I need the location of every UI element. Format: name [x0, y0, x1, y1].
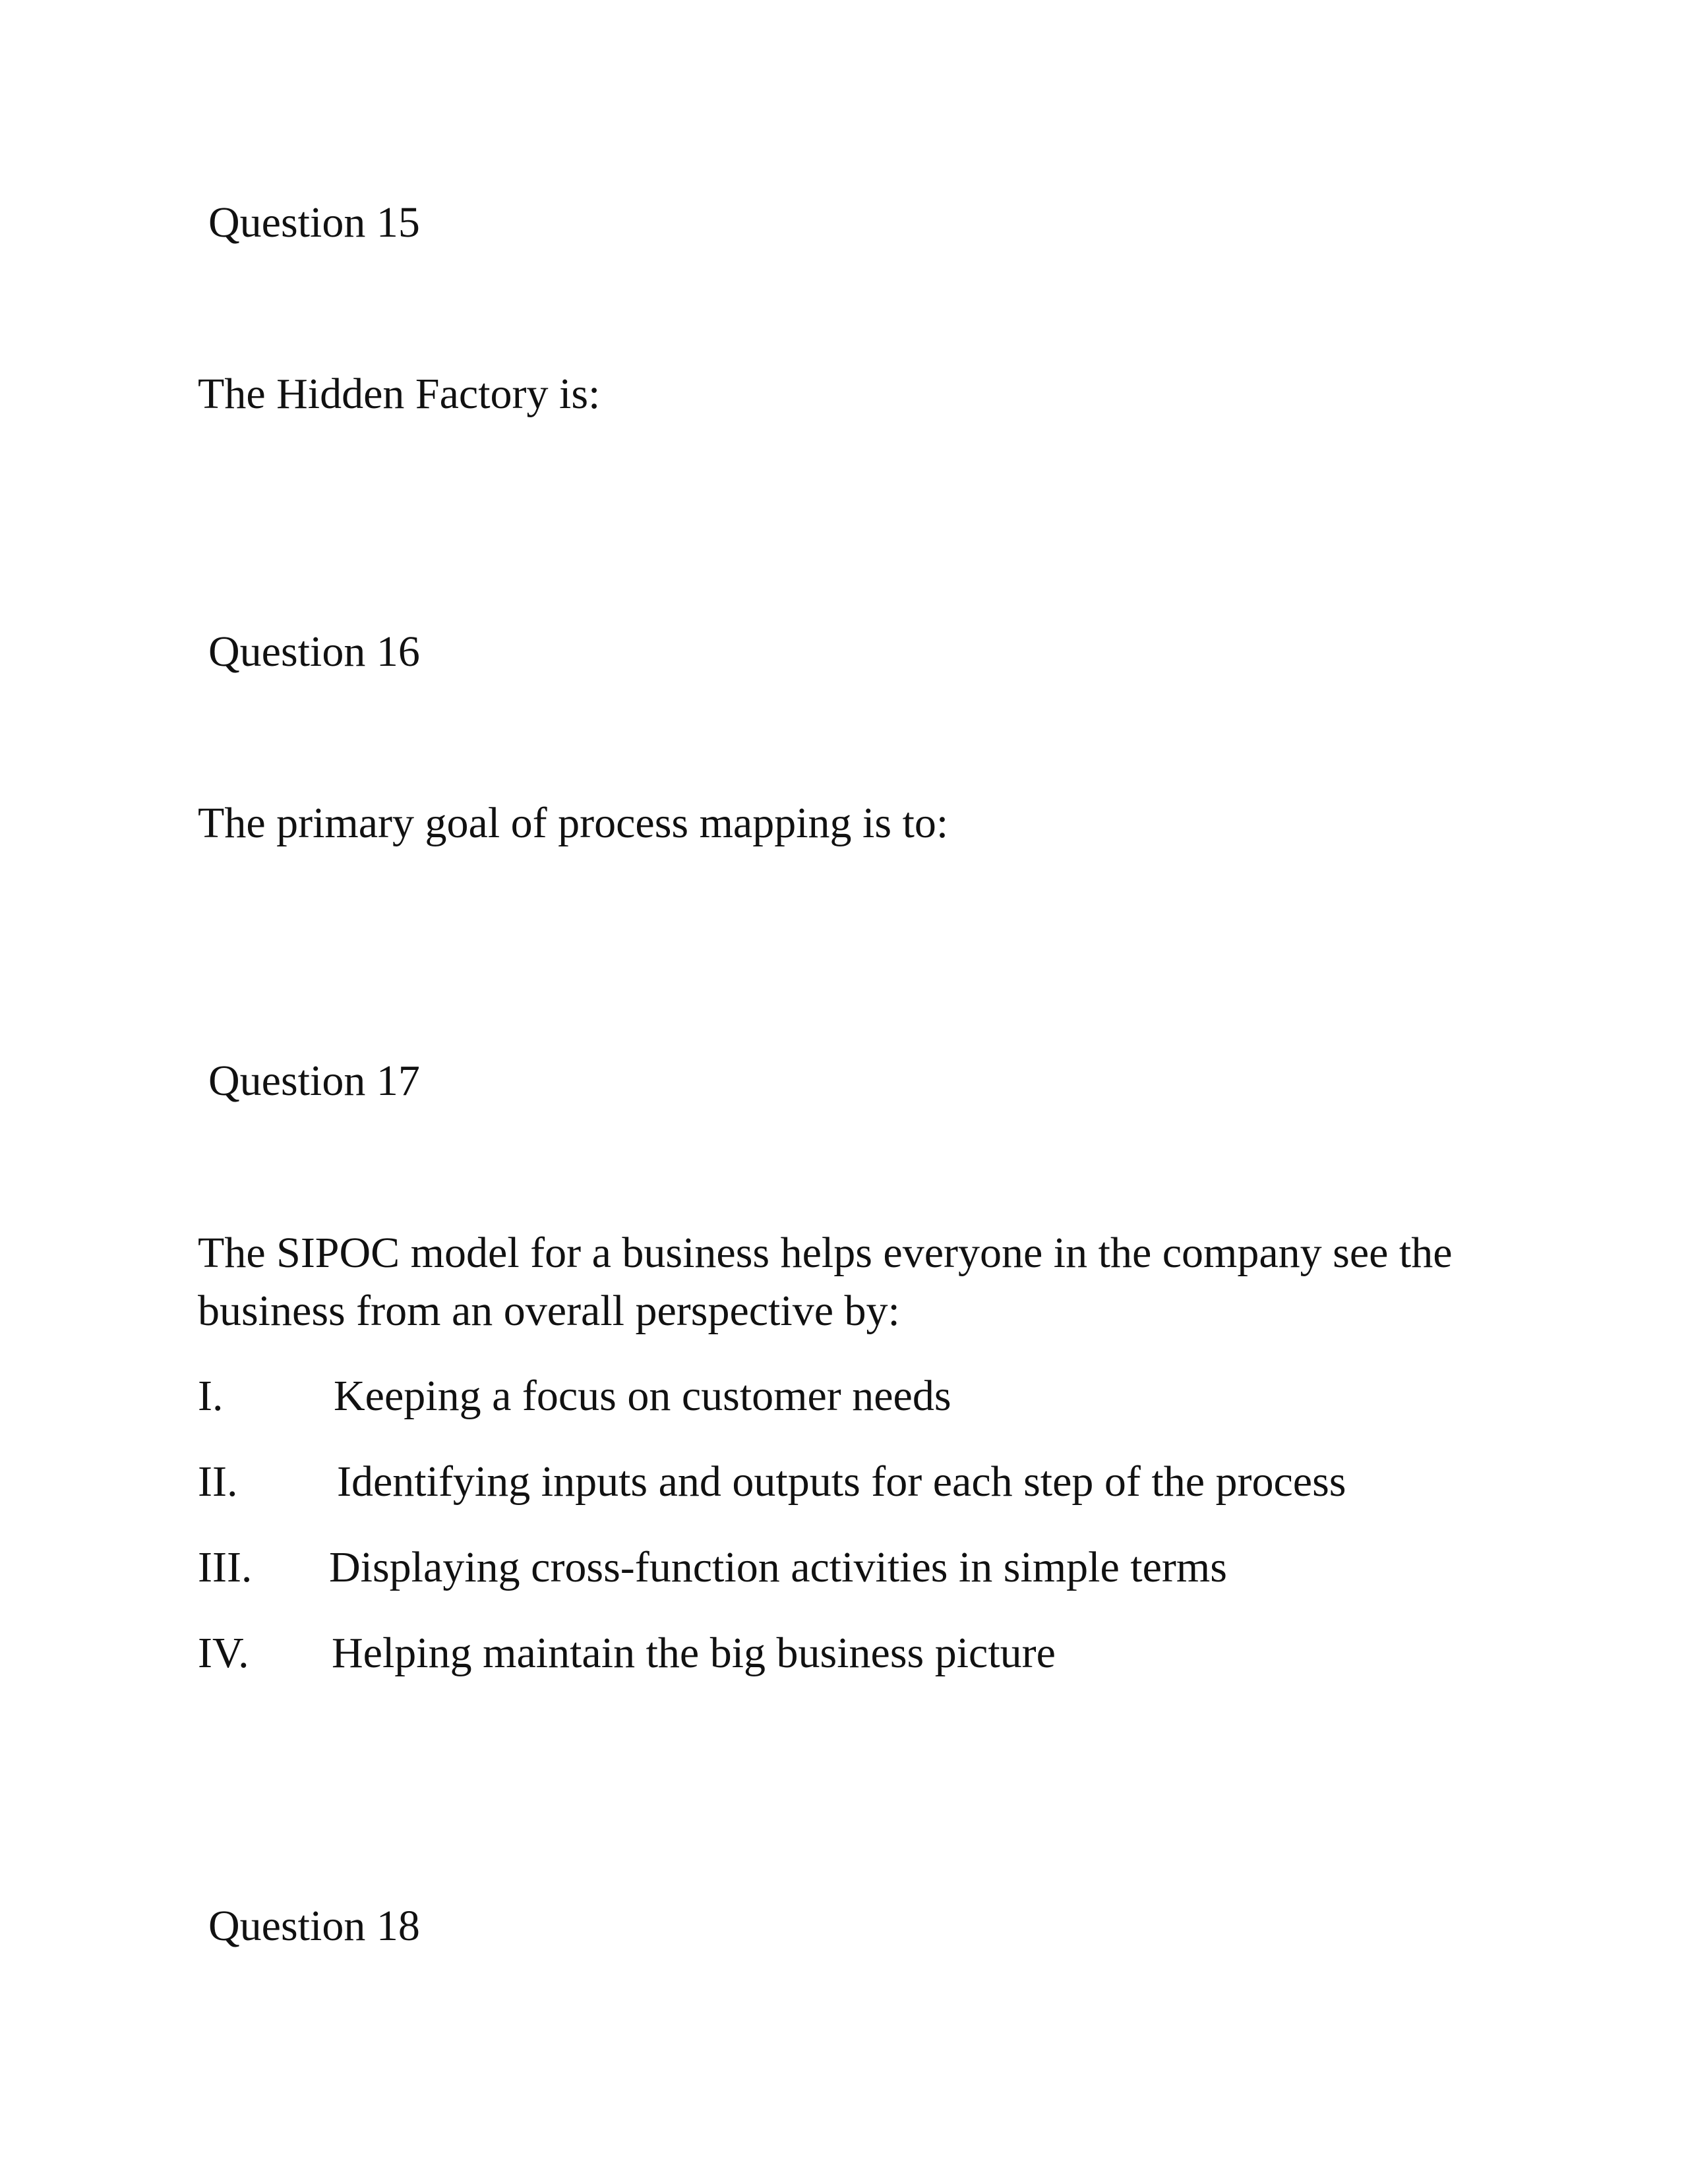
option-4-number: IV. — [198, 1629, 249, 1677]
question-16-text: The primary goal of process mapping is to: — [198, 799, 949, 847]
option-1-text: Keeping a focus on customer needs — [334, 1372, 951, 1420]
option-3-text: Displaying cross-function activities in simple terms — [329, 1543, 1227, 1591]
question-15-text: The Hidden Factory is: — [198, 370, 601, 418]
question-15-heading: Question 15 — [208, 198, 420, 247]
option-2-number: II. — [198, 1458, 238, 1506]
option-3-number: III. — [198, 1543, 253, 1591]
option-2-text: Identifying inputs and outputs for each step of the process — [337, 1458, 1346, 1506]
question-17-text: The SIPOC model for a business helps everyone in the company see the business from an overall perspective by: — [198, 1229, 1453, 1335]
question-16-heading: Question 16 — [208, 628, 420, 676]
option-1-number: I. — [198, 1372, 224, 1420]
option-4-text: Helping maintain the big business picture — [332, 1629, 1056, 1677]
question-18-heading: Question 18 — [208, 1902, 420, 1950]
question-17-heading: Question 17 — [208, 1057, 420, 1105]
